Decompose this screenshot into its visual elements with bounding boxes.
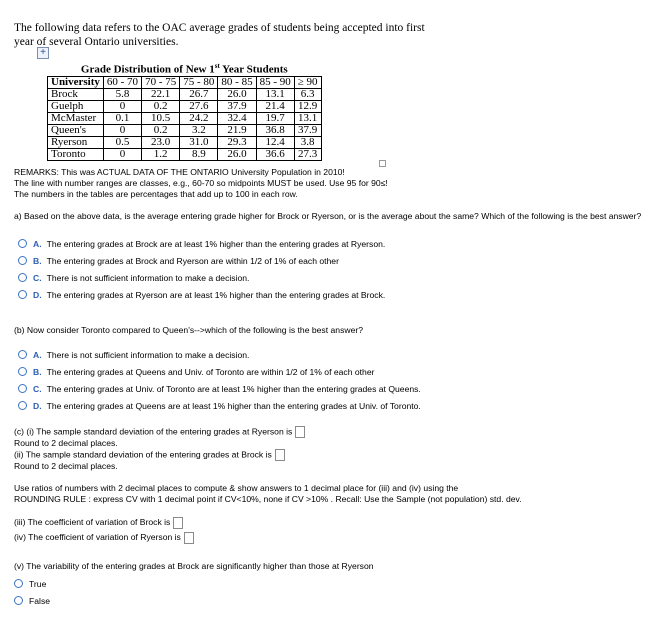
percentage-cell: 13.1: [294, 112, 321, 124]
table-row: [48, 100, 322, 112]
table-row: [48, 124, 322, 136]
percentage-cell: 31.0: [180, 136, 218, 148]
percentage-cell: 12.9: [294, 100, 321, 112]
percentage-cell: 37.9: [218, 100, 256, 112]
question-iv: (iv) The coefficient of variation of Ryerson is: [14, 532, 181, 542]
university-cell: McMaster: [48, 112, 104, 124]
column-header: 70 - 75: [142, 76, 180, 88]
column-header: 80 - 85: [218, 76, 256, 88]
radio-button[interactable]: [14, 596, 23, 605]
remarks-line-3: The numbers in the tables are percentages that add up to 100 in each row.: [14, 189, 298, 199]
option-qb-2[interactable]: [18, 380, 421, 397]
brock-sd-input[interactable]: [275, 449, 285, 461]
option-letter: A.: [33, 349, 42, 360]
percentage-cell: 3.2: [180, 124, 218, 136]
question-c-ii: (ii) The sample standard deviation of the entering grades at Brock is: [14, 449, 272, 460]
percentage-cell: 23.0: [142, 136, 180, 148]
percentage-cell: 10.5: [142, 112, 180, 124]
remarks-line-2: The line with number ranges are classes, e.g., 60-70 so midpoints MUST be used. Use 95 for 90≤!: [14, 178, 388, 188]
question-cv: [14, 515, 194, 545]
question-c-i: (c) (i) The sample standard deviation of the entering grades at Ryerson is: [14, 426, 293, 437]
percentage-cell: 36.8: [256, 124, 294, 136]
university-cell: Guelph: [48, 100, 104, 112]
option-qb-3[interactable]: [18, 397, 421, 414]
table-row: [48, 148, 322, 160]
university-cell: Toronto: [48, 148, 104, 160]
percentage-cell: 0: [103, 124, 141, 136]
option-qa-3[interactable]: [18, 286, 385, 303]
question-b-options: [18, 346, 421, 414]
percentage-cell: 27.6: [180, 100, 218, 112]
option-letter: D.: [33, 400, 42, 411]
option-text: There is not sufficient information to make a decision.: [46, 349, 250, 360]
percentage-cell: 26.7: [180, 88, 218, 100]
percentage-cell: 6.3: [294, 88, 321, 100]
percentage-cell: 0.1: [103, 112, 141, 124]
percentage-cell: 24.2: [180, 112, 218, 124]
remarks-line-1: REMARKS: This was ACTUAL DATA OF THE ONTARIO University Population in 2010!: [14, 167, 345, 177]
table-header-row: [48, 76, 322, 88]
percentage-cell: 21.9: [218, 124, 256, 136]
question-b: (b) Now consider Toronto compared to Queen's-->which of the following is the best answer?: [14, 325, 363, 335]
column-header: 75 - 80: [180, 76, 218, 88]
option-text: The entering grades at Brock are at least 1% higher than the entering grades at Ryerson.: [46, 238, 386, 249]
option-letter: C.: [33, 383, 42, 394]
option-letter: B.: [33, 255, 42, 266]
percentage-cell: 12.4: [256, 136, 294, 148]
option-qa-1[interactable]: [18, 252, 385, 269]
cv-instructions: Use ratios of numbers with 2 decimal places to compute & show answers to 1 decimal place for (iii) and (iv) using the ROUNDING RULE : express CV with 1 decimal point if CV<10%, none if CV >10% . Recall: Use the Sample (not population) std. dev.: [14, 483, 522, 504]
option-true[interactable]: [14, 575, 50, 592]
radio-button[interactable]: [18, 239, 27, 248]
option-letter: C.: [33, 272, 42, 283]
percentage-cell: 21.4: [256, 100, 294, 112]
column-header: University: [48, 76, 104, 88]
intro-text: The following data refers to the OAC average grades of students being accepted into first year of several Ontario universities.: [14, 22, 425, 48]
option-qa-2[interactable]: [18, 269, 385, 286]
question-c: [14, 426, 305, 472]
percentage-cell: 32.4: [218, 112, 256, 124]
option-text: False: [29, 595, 51, 606]
radio-button[interactable]: [18, 401, 27, 410]
university-cell: Queen's: [48, 124, 104, 136]
percentage-cell: 13.1: [256, 88, 294, 100]
radio-button[interactable]: [18, 290, 27, 299]
option-qb-0[interactable]: [18, 346, 421, 363]
ryerson-sd-input[interactable]: [295, 426, 305, 438]
question-a: a) Based on the above data, is the average entering grade higher for Brock or Ryerson, or is the average about the same? Which of the following is the best answer?: [14, 211, 642, 221]
radio-button[interactable]: [18, 384, 27, 393]
radio-button[interactable]: [18, 350, 27, 359]
option-text: The entering grades at Ryerson are at least 1% higher than the entering grades at Brock.: [46, 289, 386, 300]
percentage-cell: 0.5: [103, 136, 141, 148]
radio-button[interactable]: [18, 273, 27, 282]
university-cell: Brock: [48, 88, 104, 100]
grade-distribution-table: [47, 61, 322, 161]
question-v-options: [14, 575, 50, 609]
round-note-1: Round to 2 decimal places.: [14, 438, 118, 448]
percentage-cell: 5.8: [103, 88, 141, 100]
remarks: [14, 167, 388, 200]
option-text: The entering grades at Brock and Ryerson are within 1/2 of 1% of each other: [46, 255, 339, 266]
percentage-cell: 26.0: [218, 88, 256, 100]
radio-button[interactable]: [18, 256, 27, 265]
percentage-cell: 0: [103, 100, 141, 112]
table-row: [48, 136, 322, 148]
table-caption: Grade Distribution of New 1st Year Students: [80, 62, 288, 76]
option-false[interactable]: [14, 592, 50, 609]
question-iii: (iii) The coefficient of variation of Brock is: [14, 517, 171, 527]
question-v: (v) The variability of the entering grades at Brock are significantly higher than those at Ryerson: [14, 561, 374, 571]
table-resize-handle[interactable]: [379, 160, 386, 167]
table-row: [48, 112, 322, 124]
round-note-2: Round to 2 decimal places.: [14, 461, 118, 471]
option-letter: B.: [33, 366, 42, 377]
percentage-cell: 0.2: [142, 124, 180, 136]
percentage-cell: 19.7: [256, 112, 294, 124]
option-letter: D.: [33, 289, 42, 300]
percentage-cell: 0.2: [142, 100, 180, 112]
option-qb-1[interactable]: [18, 363, 421, 380]
option-text: The entering grades at Queens are at least 1% higher than the entering grades at Univ. of Toronto.: [46, 400, 421, 411]
ryerson-cv-input[interactable]: [184, 532, 194, 544]
percentage-cell: 27.3: [294, 148, 321, 160]
question-a-options: [18, 235, 385, 303]
option-letter: A.: [33, 238, 42, 249]
radio-button[interactable]: [18, 367, 27, 376]
option-text: The entering grades at Queens and Univ. of Toronto are within 1/2 of 1% of each other: [46, 366, 375, 377]
option-text: There is not sufficient information to make a decision.: [46, 272, 250, 283]
university-cell: Ryerson: [48, 136, 104, 148]
column-header: 60 - 70: [103, 76, 141, 88]
option-qa-0[interactable]: [18, 235, 385, 252]
table-row: [48, 88, 322, 100]
percentage-cell: 36.6: [256, 148, 294, 160]
radio-button[interactable]: [14, 579, 23, 588]
percentage-cell: 3.8: [294, 136, 321, 148]
percentage-cell: 1.2: [142, 148, 180, 160]
column-header: ≥ 90: [294, 76, 321, 88]
percentage-cell: 37.9: [294, 124, 321, 136]
percentage-cell: 22.1: [142, 88, 180, 100]
option-text: True: [29, 578, 47, 589]
percentage-cell: 8.9: [180, 148, 218, 160]
percentage-cell: 0: [103, 148, 141, 160]
expand-table-icon[interactable]: +: [37, 47, 49, 59]
option-text: The entering grades at Univ. of Toronto are at least 1% higher than the entering grades at Queens.: [46, 383, 421, 394]
column-header: 85 - 90: [256, 76, 294, 88]
percentage-cell: 26.0: [218, 148, 256, 160]
percentage-cell: 29.3: [218, 136, 256, 148]
brock-cv-input[interactable]: [173, 517, 183, 529]
